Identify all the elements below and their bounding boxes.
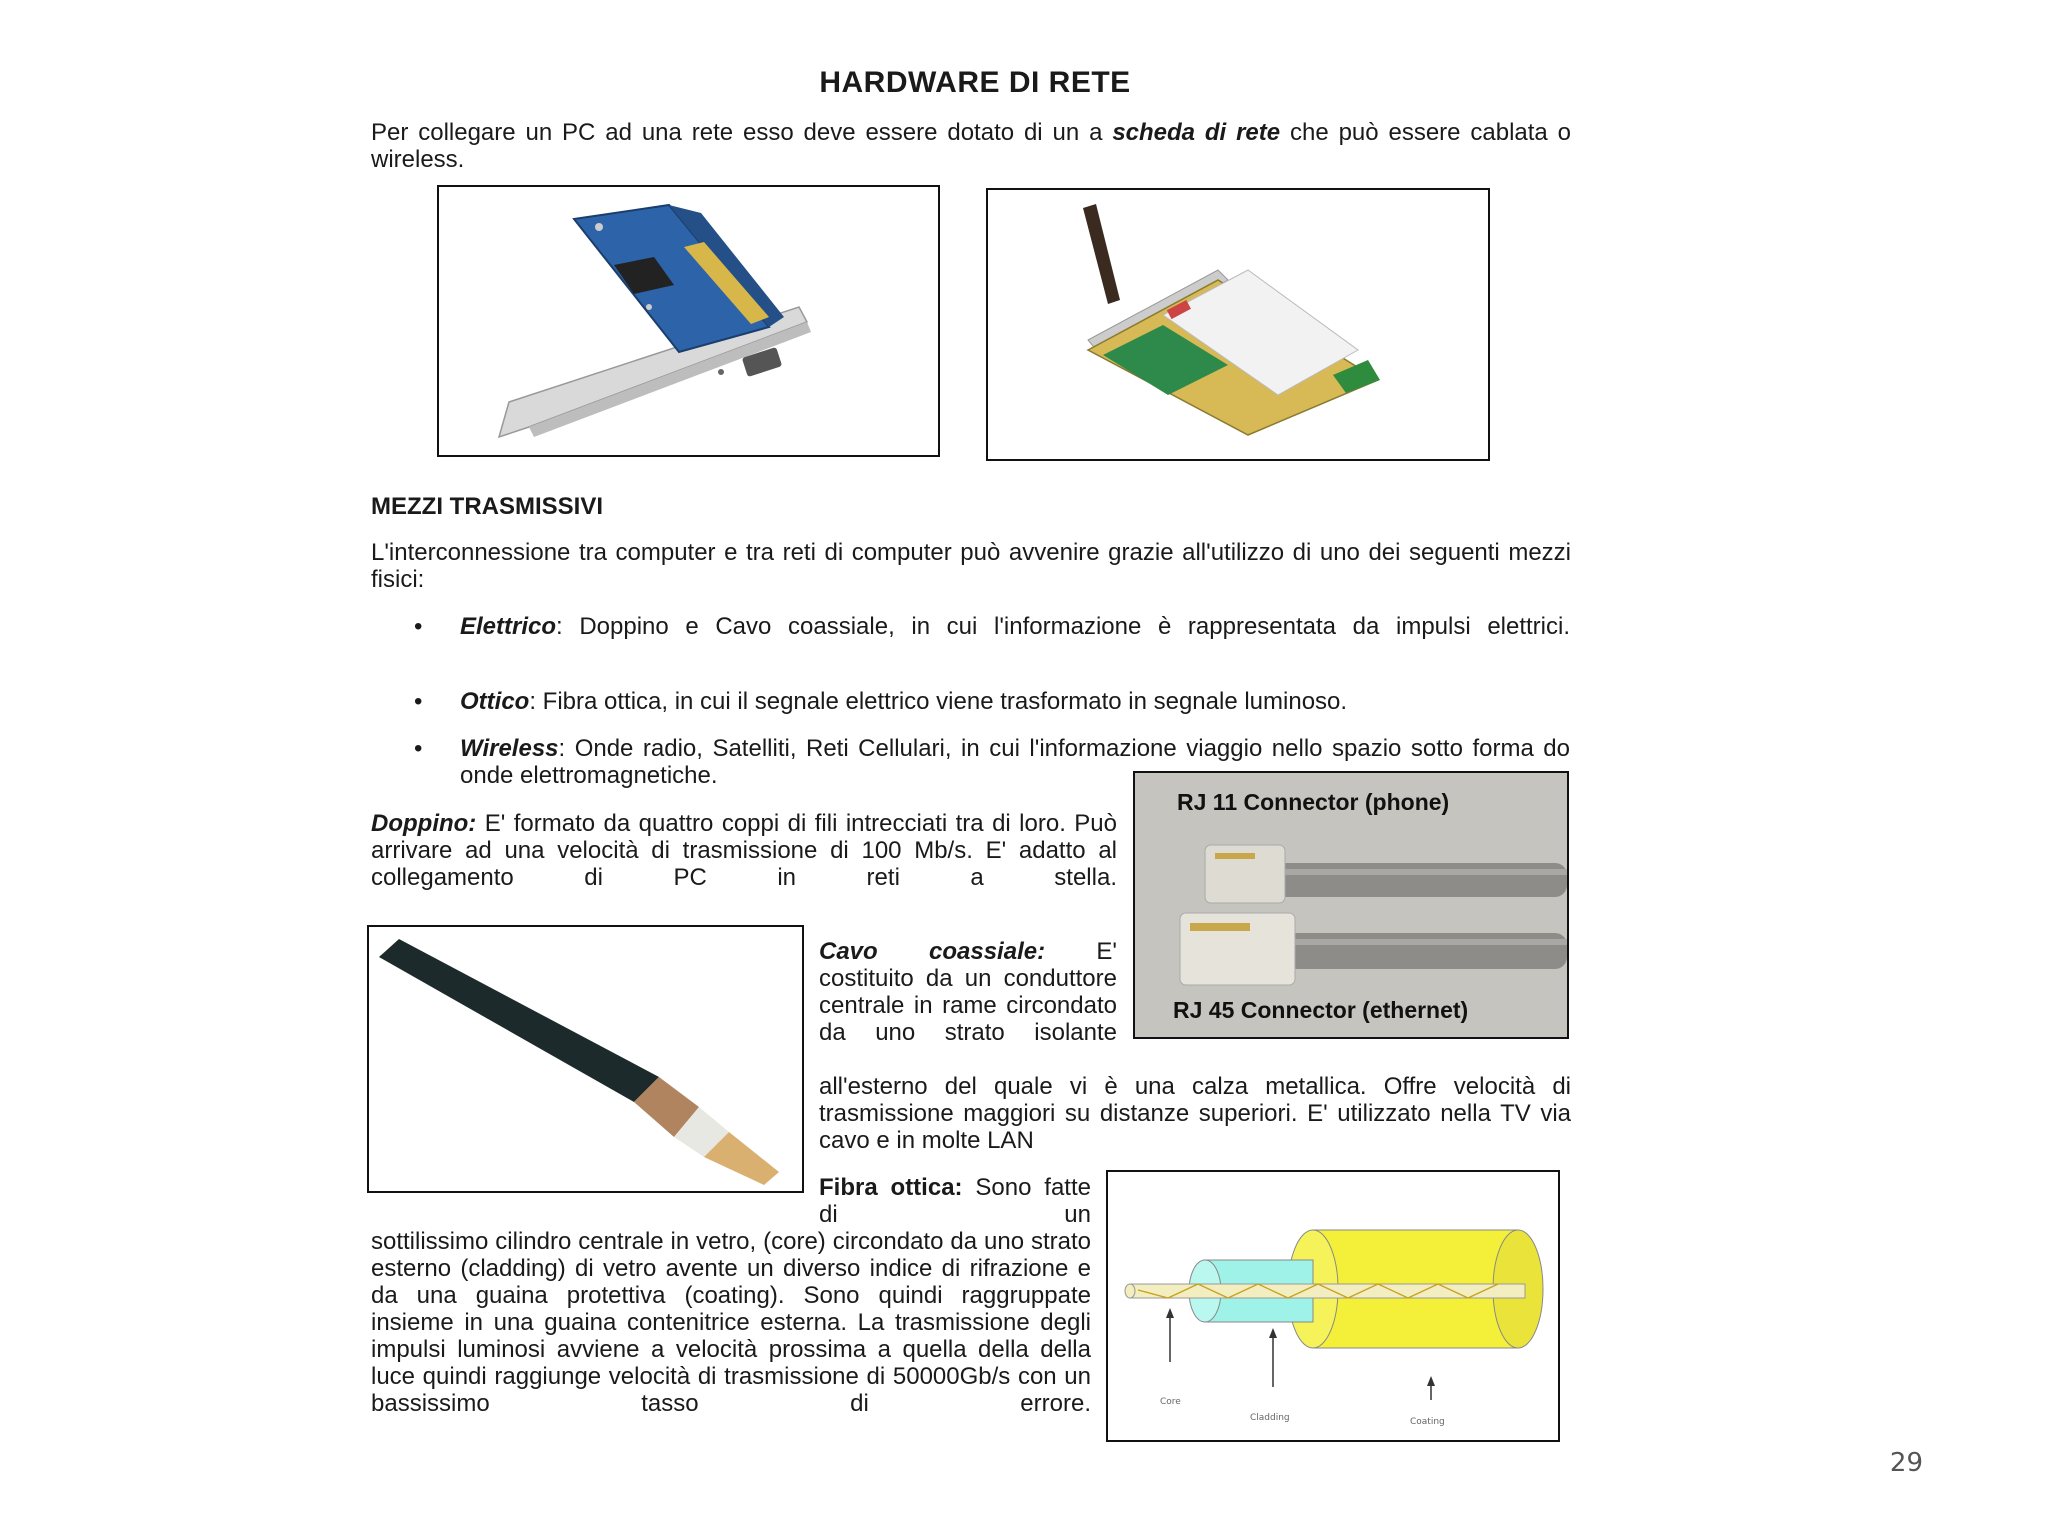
rj45-label: RJ 45 Connector (ethernet): [1173, 997, 1469, 1023]
core-label: Core: [1160, 1397, 1181, 1407]
fibra-paragraph-top: [819, 1174, 1091, 1228]
bullet-text: : Onde radio, Satelliti, Reti Cellulari, in cui l'informazione viaggio nello spazio sotto forma do onde elettromagnetiche.: [460, 735, 1570, 789]
page-number: 29: [1889, 1448, 1923, 1478]
cladding-label: Cladding: [1250, 1413, 1290, 1423]
intro-text-before: Per collegare un PC ad una rete esso deve essere dotato di un a: [371, 119, 1113, 146]
intro-text-after: che può essere cablata o wireless.: [371, 119, 1571, 173]
bullet-ottico: [460, 688, 1580, 715]
fibra-paragraph-bottom: sottilissimo cilindro centrale in vetro, (core) circondato da uno strato esterno (cladding) di vetro avente un diverso indice di rifrazione e da una guaina protettiva (coating). Sono quindi raggruppate insieme in una guaina contenitrice esterna. La trasmissione degli impulsi luminosi avviene a velocità prossima a quella della della luce quindi raggiunge velocità di trasmissione di 50000Gb/s con un bassissimo tasso di errore.: [371, 1228, 1091, 1417]
section-heading: MEZZI TRASMISSIVI: [371, 493, 604, 520]
page-title: HARDWARE DI RETE: [819, 66, 1131, 99]
bullet-elettrico: [460, 613, 1570, 640]
rj-connectors-image: [1133, 771, 1569, 1039]
wired-network-card-image: [437, 185, 940, 457]
fibra-text-narrow: Sono fatte di un: [819, 1174, 1091, 1228]
doppino-text: E' formato da quattro coppi di fili intrecciati tra di loro. Può arrivare ad una velocità di trasmissione di 100 Mb/s. E' adatto al collegamento di PC in reti a stella.: [371, 810, 1117, 891]
fiber-optic-diagram: [1106, 1170, 1560, 1442]
bullet-term: Ottico: [460, 688, 530, 715]
intro-paragraph: [371, 119, 1571, 173]
coaxial-cable-illustration: [369, 927, 802, 1191]
bullet-term: Elettrico: [460, 613, 557, 640]
bullet-term: Wireless: [460, 735, 559, 762]
bullet-text: : Doppino e Cavo coassiale, in cui l'informazione è rappresentata da impulsi elettrici.: [556, 613, 1570, 640]
rj11-label: RJ 11 Connector (phone): [1177, 789, 1450, 815]
coating-label: Coating: [1410, 1417, 1445, 1427]
coassiale-paragraph-bottom: all'esterno del quale vi è una calza metallica. Offre velocità di trasmissione maggiori su distanze superiori. E' utilizzato nella TV via cavo e in molte LAN: [819, 1073, 1571, 1154]
doppino-term: Doppino:: [371, 810, 477, 837]
bullet-marker: •: [414, 613, 423, 640]
coaxial-cable-image: [367, 925, 804, 1193]
intro-emphasis: scheda di rete: [1112, 119, 1281, 146]
fibra-term: Fibra ottica:: [819, 1174, 963, 1201]
section-intro-paragraph: L'interconnessione tra computer e tra reti di computer può avvenire grazie all'utilizzo di uno dei seguenti mezzi fisici:: [371, 539, 1571, 593]
bullet-marker: •: [414, 735, 423, 762]
wireless-network-card-image: [986, 188, 1490, 461]
wired-nic-illustration: [439, 187, 938, 455]
bullet-marker: •: [414, 688, 423, 715]
coassiale-paragraph-top: [819, 938, 1117, 1046]
coassiale-text-narrow: E' costituito da un conduttore centrale in rame circondato da uno strato isolante: [819, 938, 1117, 1046]
coassiale-term: Cavo coassiale:: [819, 938, 1046, 965]
bullet-text: : Fibra ottica, in cui il segnale elettrico viene trasformato in segnale luminoso.: [529, 688, 1348, 715]
wireless-nic-illustration: [988, 190, 1488, 459]
doppino-paragraph: [371, 810, 1117, 891]
fiber-optic-illustration: [1108, 1172, 1558, 1440]
